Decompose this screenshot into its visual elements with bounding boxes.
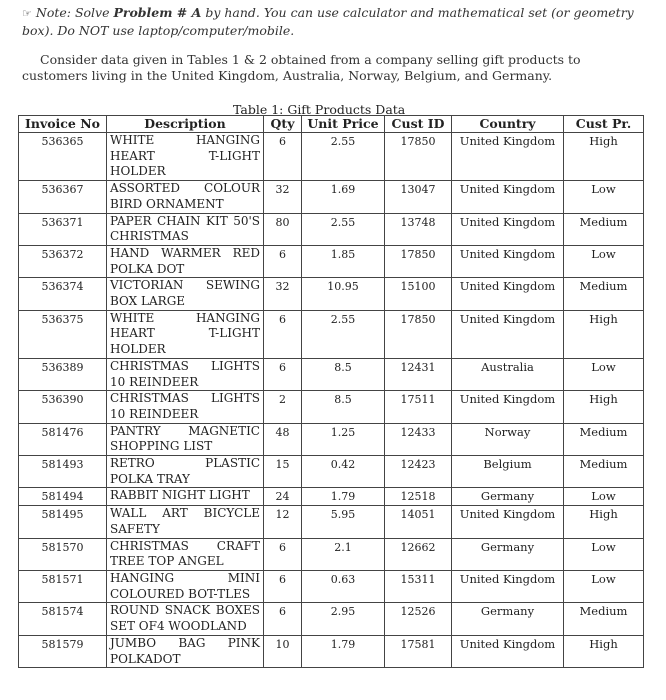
cell-country: Australia — [452, 358, 564, 390]
cell-description: HANGING MINI COLOURED BOT-TLES — [107, 570, 264, 602]
cell-country: United Kingdom — [452, 133, 564, 181]
cell-qty: 32 — [264, 181, 302, 213]
cell-description: CHRISTMAS CRAFT TREE TOP ANGEL — [107, 538, 264, 570]
cell-description: ROUND SNACK BOXES SET OF4 WOODLAND — [107, 603, 264, 635]
cell-cust-pr: Medium — [564, 456, 644, 488]
header-qty: Qty — [264, 116, 302, 133]
cell-cust-pr: Low — [564, 570, 644, 602]
cell-invoice: 536375 — [19, 310, 107, 358]
cell-qty: 48 — [264, 423, 302, 455]
cell-qty: 6 — [264, 358, 302, 390]
cell-cust-pr: High — [564, 391, 644, 423]
table-row — [19, 391, 644, 423]
cell-unit-price: 1.69 — [302, 181, 385, 213]
cell-cust-pr: Low — [564, 181, 644, 213]
cell-unit-price: 10.95 — [302, 278, 385, 310]
cell-description: VICTORIAN SEWING BOX LARGE — [107, 278, 264, 310]
cell-qty: 2 — [264, 391, 302, 423]
cell-cust-id: 12423 — [385, 456, 452, 488]
cell-unit-price: 0.63 — [302, 570, 385, 602]
cell-qty: 24 — [264, 488, 302, 506]
table-row — [19, 245, 644, 277]
cell-qty: 6 — [264, 133, 302, 181]
header-invoice: Invoice No — [19, 116, 107, 133]
header-description: Description — [107, 116, 264, 133]
header-row — [19, 116, 644, 133]
cell-qty: 10 — [264, 635, 302, 667]
cell-country: Germany — [452, 488, 564, 506]
table-row — [19, 603, 644, 635]
cell-invoice: 581494 — [19, 488, 107, 506]
cell-unit-price: 2.55 — [302, 310, 385, 358]
cell-cust-pr: Medium — [564, 213, 644, 245]
cell-unit-price: 8.5 — [302, 391, 385, 423]
cell-unit-price: 1.85 — [302, 245, 385, 277]
cell-cust-pr: Low — [564, 488, 644, 506]
cell-invoice: 536371 — [19, 213, 107, 245]
cell-country: United Kingdom — [452, 245, 564, 277]
header-cust-id: Cust ID — [385, 116, 452, 133]
cell-invoice: 581495 — [19, 506, 107, 538]
table-row — [19, 488, 644, 506]
cell-country: United Kingdom — [452, 391, 564, 423]
cell-invoice: 581476 — [19, 423, 107, 455]
cell-invoice: 536389 — [19, 358, 107, 390]
cell-cust-id: 17850 — [385, 245, 452, 277]
cell-cust-pr: Low — [564, 538, 644, 570]
cell-qty: 6 — [264, 245, 302, 277]
cell-unit-price: 2.55 — [302, 133, 385, 181]
cell-unit-price: 1.25 — [302, 423, 385, 455]
note-prefix: Note: Solve — [35, 5, 114, 20]
cell-description: WHITE HANGING HEART T-LIGHT HOLDER — [107, 133, 264, 181]
cell-invoice: 581493 — [19, 456, 107, 488]
cell-description: WHITE HANGING HEART T-LIGHT HOLDER — [107, 310, 264, 358]
table-row — [19, 310, 644, 358]
gift-products-table — [18, 115, 644, 668]
cell-cust-pr: Medium — [564, 423, 644, 455]
cell-cust-id: 17511 — [385, 391, 452, 423]
cell-invoice: 536365 — [19, 133, 107, 181]
cell-qty: 6 — [264, 570, 302, 602]
cell-description: WALL ART BICYCLE SAFETY — [107, 506, 264, 538]
header-country: Country — [452, 116, 564, 133]
cell-unit-price: 0.42 — [302, 456, 385, 488]
cell-invoice: 536390 — [19, 391, 107, 423]
cell-cust-id: 12526 — [385, 603, 452, 635]
cell-country: United Kingdom — [452, 213, 564, 245]
table-body — [19, 133, 644, 668]
cell-country: Norway — [452, 423, 564, 455]
cell-cust-id: 12662 — [385, 538, 452, 570]
cell-unit-price: 1.79 — [302, 488, 385, 506]
cell-cust-pr: High — [564, 310, 644, 358]
cell-invoice: 581574 — [19, 603, 107, 635]
cell-description: RABBIT NIGHT LIGHT — [107, 488, 264, 506]
header-unit-price: Unit Price — [302, 116, 385, 133]
cell-qty: 32 — [264, 278, 302, 310]
note — [22, 4, 642, 39]
cell-invoice: 536372 — [19, 245, 107, 277]
cell-cust-id: 12433 — [385, 423, 452, 455]
cell-country: United Kingdom — [452, 506, 564, 538]
cell-unit-price: 2.55 — [302, 213, 385, 245]
note-suffix: by hand. You can use calculator and mathematical set (or geometry box). Do NOT use laptop/computer/mobile. — [22, 5, 634, 38]
cell-cust-id: 15311 — [385, 570, 452, 602]
cell-cust-pr: Medium — [564, 603, 644, 635]
cell-description: RETRO PLASTIC POLKA TRAY — [107, 456, 264, 488]
cell-cust-pr: High — [564, 133, 644, 181]
header-cust-pr: Cust Pr. — [564, 116, 644, 133]
intro-paragraph: Consider data given in Tables 1 & 2 obtained from a company selling gift products to customers living in the United Kingdom, Australia, Norway, Belgium, and Germany. — [22, 52, 581, 83]
cell-country: United Kingdom — [452, 635, 564, 667]
cell-country: United Kingdom — [452, 181, 564, 213]
table-row — [19, 635, 644, 667]
cell-unit-price: 5.95 — [302, 506, 385, 538]
table-row — [19, 456, 644, 488]
cell-cust-pr: High — [564, 635, 644, 667]
hand-pointer-icon: ☞ — [22, 7, 32, 20]
cell-description: CHRISTMAS LIGHTS 10 REINDEER — [107, 391, 264, 423]
cell-country: United Kingdom — [452, 310, 564, 358]
table-row — [19, 570, 644, 602]
cell-description: CHRISTMAS LIGHTS 10 REINDEER — [107, 358, 264, 390]
cell-invoice: 536367 — [19, 181, 107, 213]
cell-cust-pr: Low — [564, 245, 644, 277]
table-row — [19, 538, 644, 570]
cell-invoice: 536374 — [19, 278, 107, 310]
table-row — [19, 358, 644, 390]
cell-qty: 6 — [264, 310, 302, 358]
cell-unit-price: 8.5 — [302, 358, 385, 390]
table-caption: Table 1: Gift Products Data — [233, 102, 406, 117]
cell-cust-pr: High — [564, 506, 644, 538]
cell-unit-price: 1.79 — [302, 635, 385, 667]
cell-description: ASSORTED COLOUR BIRD ORNAMENT — [107, 181, 264, 213]
cell-cust-id: 12518 — [385, 488, 452, 506]
cell-cust-id: 14051 — [385, 506, 452, 538]
cell-country: United Kingdom — [452, 278, 564, 310]
table-row — [19, 133, 644, 181]
cell-cust-pr: Medium — [564, 278, 644, 310]
cell-unit-price: 2.95 — [302, 603, 385, 635]
cell-description: HAND WARMER RED POLKA DOT — [107, 245, 264, 277]
table-row — [19, 423, 644, 455]
table-row — [19, 278, 644, 310]
note-problem: Problem # A — [113, 5, 202, 20]
cell-description: JUMBO BAG PINK POLKADOT — [107, 635, 264, 667]
cell-unit-price: 2.1 — [302, 538, 385, 570]
cell-invoice: 581571 — [19, 570, 107, 602]
cell-cust-id: 17850 — [385, 310, 452, 358]
cell-cust-id: 17581 — [385, 635, 452, 667]
cell-cust-id: 15100 — [385, 278, 452, 310]
cell-qty: 12 — [264, 506, 302, 538]
cell-qty: 6 — [264, 603, 302, 635]
cell-qty: 15 — [264, 456, 302, 488]
cell-country: Germany — [452, 538, 564, 570]
table-row — [19, 213, 644, 245]
cell-country: Belgium — [452, 456, 564, 488]
table-row — [19, 506, 644, 538]
cell-description: PAPER CHAIN KIT 50'S CHRISTMAS — [107, 213, 264, 245]
cell-qty: 6 — [264, 538, 302, 570]
cell-country: Germany — [452, 603, 564, 635]
cell-cust-id: 13748 — [385, 213, 452, 245]
cell-qty: 80 — [264, 213, 302, 245]
cell-cust-id: 13047 — [385, 181, 452, 213]
cell-invoice: 581579 — [19, 635, 107, 667]
cell-cust-id: 12431 — [385, 358, 452, 390]
cell-invoice: 581570 — [19, 538, 107, 570]
cell-cust-id: 17850 — [385, 133, 452, 181]
cell-description: PANTRY MAGNETIC SHOPPING LIST — [107, 423, 264, 455]
table-row — [19, 181, 644, 213]
cell-cust-pr: Low — [564, 358, 644, 390]
cell-country: United Kingdom — [452, 570, 564, 602]
